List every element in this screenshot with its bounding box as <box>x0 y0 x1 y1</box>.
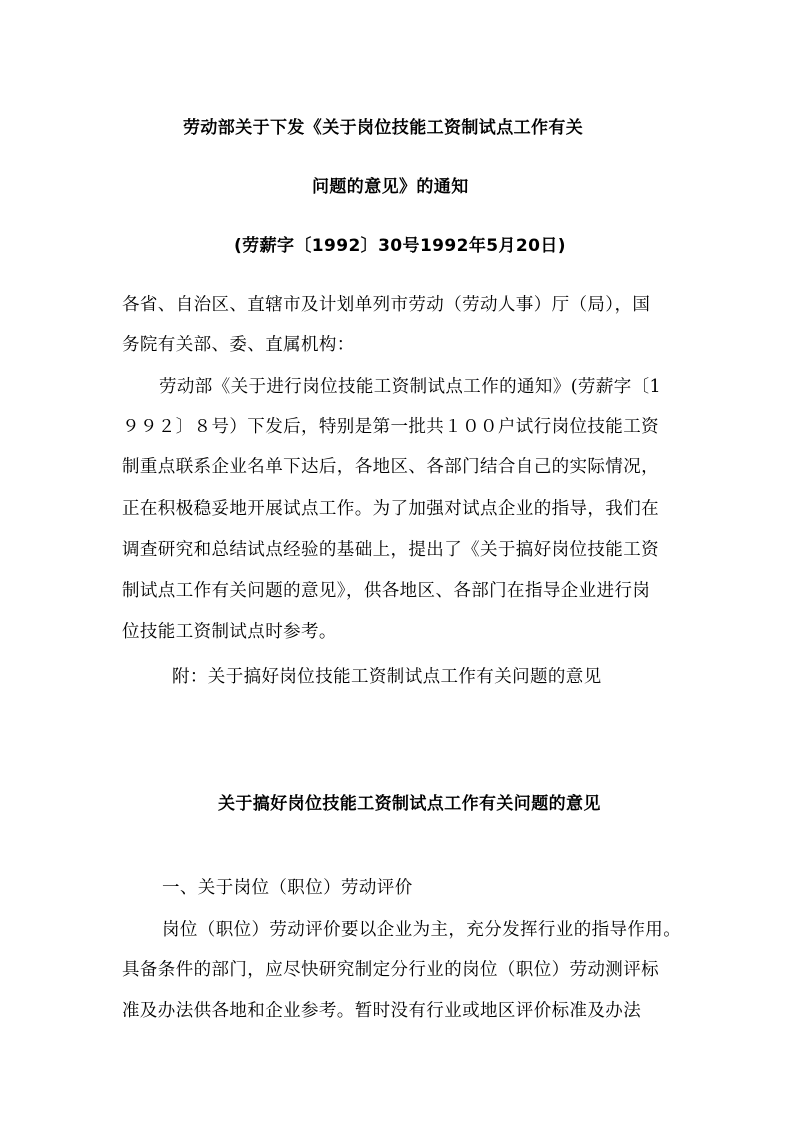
notice-line-8: 制试点工作有关问题的意见》，供各地区、各部门在指导企业进行岗 <box>122 581 651 601</box>
opinion-title: 关于搞好岗位技能工资制试点工作有关问题的意见 <box>218 794 601 814</box>
document-number: (劳薪字〔1992〕30号1992年5月20日) <box>234 236 566 256</box>
notice-line-5: 制重点联系企业名单下达后，各地区、各部门结合自己的实际情况， <box>122 457 659 477</box>
section-1-heading: 一、关于岗位（职位）劳动评价 <box>162 878 413 898</box>
notice-line-4: ９９２〕８号）下发后，特别是第一批共１００户试行岗位技能工资 <box>122 417 659 437</box>
notice-line-1: 各省、自治区、直辖市及计划单列市劳动（劳动人事）厅（局），国 <box>122 295 651 315</box>
notice-line-6: 正在积极稳妥地开展试点工作。为了加强对试点企业的指导，我们在 <box>122 499 659 519</box>
notice-line-3: 劳动部《关于进行岗位技能工资制试点工作的通知》(劳薪字〔1 <box>159 377 662 397</box>
section-1-line-1: 岗位（职位）劳动评价要以企业为主，充分发挥行业的指导作用。 <box>162 920 682 940</box>
notice-line-2: 务院有关部、委、直属机构： <box>122 335 355 355</box>
notice-line-9: 位技能工资制试点时参考。 <box>122 622 337 642</box>
section-1-line-3: 准及办法供各地和企业参考。暂时没有行业或地区评价标准及办法 <box>122 1001 642 1021</box>
attachment-note: 附：关于搞好岗位技能工资制试点工作有关问题的意见 <box>172 667 602 687</box>
notice-line-7: 调查研究和总结试点经验的基础上，提出了《关于搞好岗位技能工资 <box>122 540 659 560</box>
title-line-1: 劳动部关于下发《关于岗位技能工资制试点工作有关 <box>183 118 584 138</box>
section-1-line-2: 具备条件的部门，应尽快研究制定分行业的岗位（职位）劳动测评标 <box>122 960 659 980</box>
title-line-2: 问题的意见》的通知 <box>312 177 469 197</box>
